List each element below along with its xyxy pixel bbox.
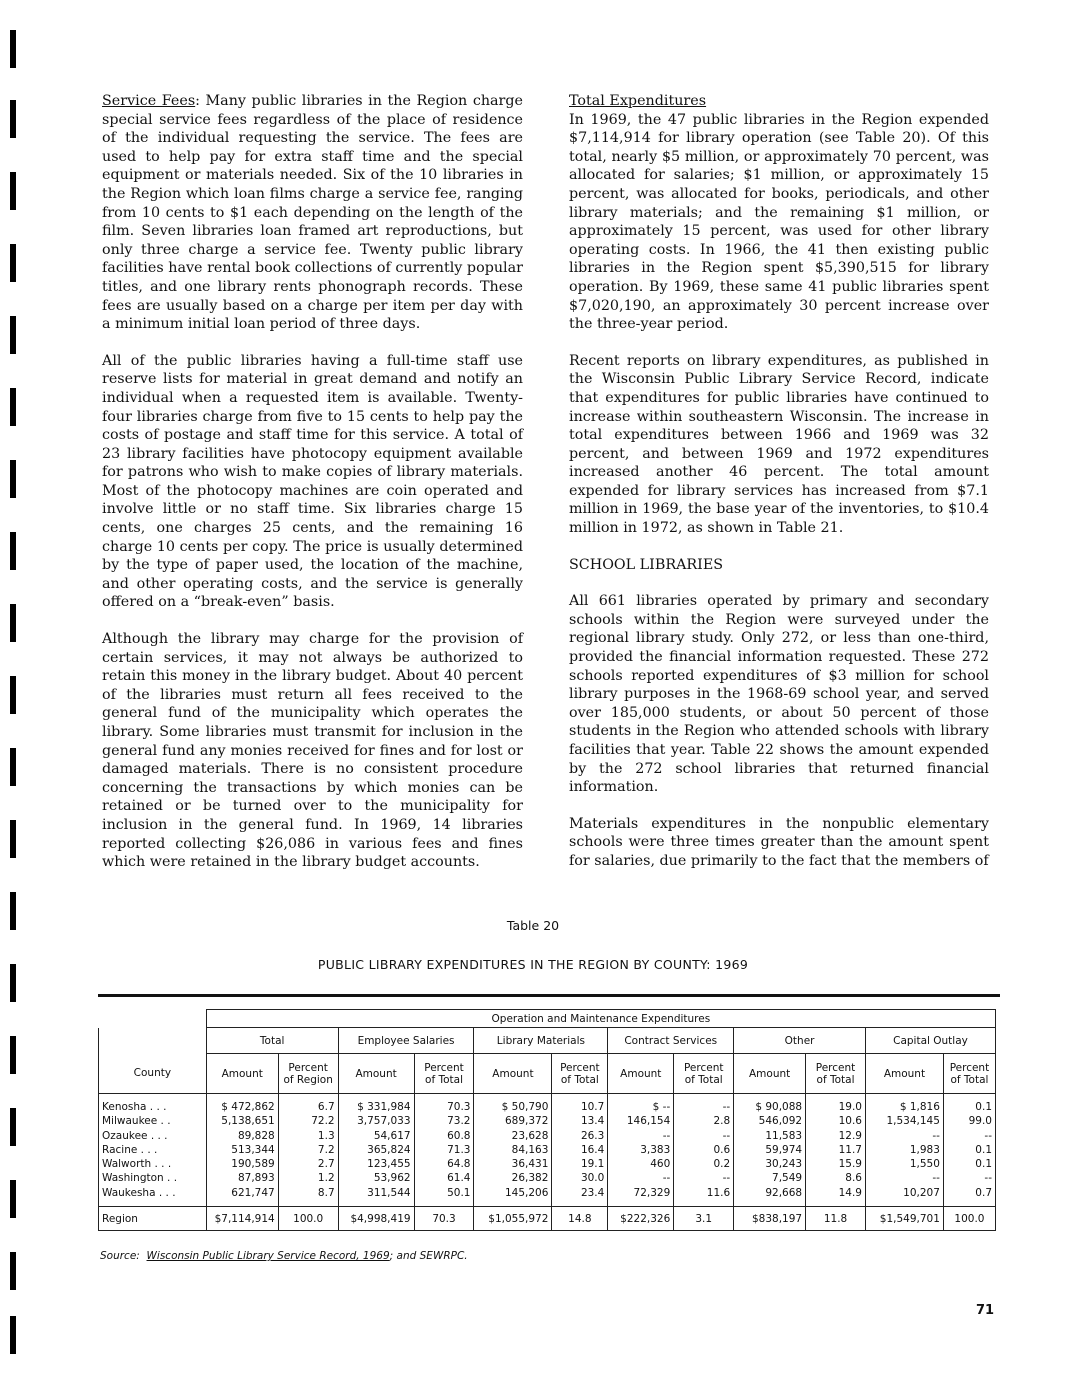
region-cell: $4,998,419 [338, 1207, 414, 1231]
table-cell: 50.1 [447, 1186, 471, 1199]
total-expenditures-paragraph: In 1969, the 47 public libraries in the Region expended $7,114,914 for library operation (see Table 20). Of this total, nearly $5 million, or approximately 70 percent, was allocated for salaries; $1 million, or approximately 15 percent, was allocated for books, periodicals, and other library materials; and the remaining $1 million, or approximately 15 percent, was used for other library operating costs. In 1966, the 41 then existing public libraries in the Region spent $5,390,515 for library operation. By 1969, these same 41 public libraries spent $7,020,190, an approximately 30 percent increase over the three-year period. [569, 111, 989, 333]
table-cell: 146,154 [626, 1115, 671, 1128]
table-cell: 145,206 [504, 1186, 549, 1199]
table-cell: 5,138,651 [221, 1115, 275, 1128]
table-cell: 7.2 [317, 1143, 335, 1156]
binding-mark [10, 460, 16, 498]
county-name: Milwaukee . . [102, 1115, 171, 1128]
county-name: Washington . . [102, 1172, 178, 1185]
table-cell: 23,628 [511, 1129, 549, 1142]
table-cell: 0.6 [713, 1143, 731, 1156]
amount-header: Amount [474, 1054, 552, 1094]
col-group-header: Total [206, 1028, 338, 1054]
table-cell: 0.1 [975, 1158, 992, 1171]
data-column-cell [278, 1094, 338, 1207]
binding-mark [10, 1180, 16, 1218]
county-names-cell [99, 1094, 207, 1207]
table-cell: 190,589 [231, 1158, 275, 1171]
table-cell: 26,382 [511, 1172, 549, 1185]
county-header: County [99, 1054, 207, 1094]
percent-header: Percent of Total [943, 1054, 995, 1094]
school-libraries-paragraph: All 661 libraries operated by primary and secondary schools within the Region were surveyed under the regional library study. Only 272, or less than one-third, provided the financial information requested. These 272 schools reported expenditures of $3 million for school library purposes in the 1968-69 school year, and served over 185,000 students, or about 50 percent of those students in the Region who attended schools with library facilities that year. Table 22 shows the amount expended by the 272 school libraries that returned financial information. [569, 593, 989, 796]
table-cell: 0.2 [713, 1158, 731, 1171]
col-group-header: Employee Salaries [338, 1028, 474, 1054]
county-name: Ozaukee . . . [102, 1129, 168, 1142]
region-cell: $7,114,914 [206, 1207, 278, 1231]
data-column-cell [806, 1094, 866, 1207]
table-cell: 11,583 [765, 1129, 803, 1142]
binding-mark [10, 820, 16, 858]
table-cell: 30.0 [580, 1172, 605, 1185]
region-row [99, 1207, 996, 1231]
col-group-header: Contract Services [608, 1028, 734, 1054]
region-cell: $838,197 [734, 1207, 806, 1231]
table-cell: 10.6 [838, 1115, 862, 1128]
data-column-cell [865, 1094, 943, 1207]
table-cell: -- [984, 1129, 992, 1142]
table-cell: -- [932, 1172, 940, 1185]
binding-mark [10, 676, 16, 714]
amount-header: Amount [338, 1054, 414, 1094]
table-cell: 621,747 [231, 1186, 275, 1199]
table-cell: -- [984, 1172, 992, 1185]
table-cell: 0.7 [975, 1186, 992, 1199]
amount-header: Amount [865, 1054, 943, 1094]
data-column-cell [734, 1094, 806, 1207]
table-cell: 10.7 [580, 1101, 605, 1113]
right-column [569, 92, 989, 889]
table-cell: 7,549 [772, 1172, 803, 1185]
county-name: Walworth . . . [102, 1158, 172, 1171]
table-cell: $ 331,984 [357, 1101, 411, 1113]
table-number: Table 20 [506, 918, 560, 933]
data-column-cell [552, 1094, 608, 1207]
amount-header: Amount [608, 1054, 674, 1094]
county-name: Waukesha . . . [102, 1186, 176, 1199]
table-header-row [99, 1010, 996, 1028]
table-cell: 1.3 [317, 1129, 335, 1142]
percent-header: Percent of Total [552, 1054, 608, 1094]
table-cell: 2.8 [713, 1115, 731, 1128]
table-cell: 72,329 [633, 1186, 671, 1199]
data-column-cell [338, 1094, 414, 1207]
table-cell: 6.7 [317, 1101, 335, 1113]
col-group-header: Library Materials [474, 1028, 608, 1054]
page-number: 71 [976, 1303, 995, 1318]
table-cell: -- [662, 1172, 671, 1185]
percent-header: Percent of Region [278, 1054, 338, 1094]
table-cell: 11.7 [838, 1143, 862, 1156]
table-cell: 3,757,033 [357, 1115, 411, 1128]
reserve-lists-paragraph: All of the public libraries having a full-time staff use reserve lists for material in great demand and notify an individual when a requested item is available. Twenty-four libraries charge from five to 15 cents to help pay the costs of postage and staff time for this service. A total of 23 library facilities have photocopy equipment available for patrons who wish to make copies of library materials. Most of the photocopy machines are coin operated and involve little or no staff time. Six libraries charge 15 cents, one charges 25 cents, and the remaining 16 charge 10 cents per copy. The price is usually determined by the type of paper used, the location of the machine, and other operating costs, and the service is generally offered on a “break-even” basis. [102, 352, 523, 611]
col-group-header: Other [734, 1028, 866, 1054]
table-cell: $ -- [652, 1101, 671, 1113]
table-cell: -- [722, 1101, 731, 1113]
table-cell: 0.1 [975, 1101, 992, 1113]
county-name: Racine . . . [102, 1143, 158, 1156]
table-cell: $ 50,790 [501, 1101, 549, 1113]
binding-mark [10, 1316, 16, 1354]
table-cell: 0.1 [975, 1143, 992, 1156]
table-cell: 15.9 [838, 1158, 862, 1171]
region-cell: 100.0 [943, 1207, 995, 1231]
binding-mark [10, 1036, 16, 1074]
table-cell: -- [722, 1129, 731, 1142]
data-column-cell [674, 1094, 734, 1207]
table-cell: 13.4 [580, 1115, 605, 1128]
corner-cell [99, 1010, 207, 1028]
table-cell: 92,668 [765, 1186, 803, 1199]
total-expenditures-heading: Total Expenditures [569, 93, 707, 109]
school-libraries-heading: SCHOOL LIBRARIES [569, 556, 724, 573]
binding-mark [10, 1108, 16, 1146]
table-cell: 61.4 [447, 1172, 471, 1185]
region-cell: $1,549,701 [865, 1207, 943, 1231]
table-cell: 123,455 [367, 1158, 411, 1171]
source-label: Source: [100, 1250, 140, 1262]
table-title: PUBLIC LIBRARY EXPENDITURES IN THE REGION BY COUNTY: 1969 [317, 957, 749, 972]
table-cell: 71.3 [447, 1143, 471, 1156]
recent-reports-paragraph: Recent reports on library expenditures, as published in the Wisconsin Public Library Service Record, indicate that expenditures for public libraries have continued to increase within southeastern Wisconsin. The increase in total expenditures between 1966 and 1969 was 32 percent, and between 1969 and 1972 expenditures increased another 46 percent. The total amount expended for library services has increased from $7.1 million in 1969, the base year of the inventories, to $10.4 million in 1972, as shown in Table 21. [569, 352, 989, 537]
data-column-cell [414, 1094, 474, 1207]
table-cell: 19.0 [838, 1101, 862, 1113]
table-cell: 14.9 [838, 1186, 862, 1199]
service-fees-lead: Service Fees [102, 93, 196, 109]
table-cell: 53,962 [373, 1172, 411, 1185]
table-cell: 60.8 [447, 1129, 471, 1142]
county-header-spacer [99, 1028, 207, 1054]
binding-mark [10, 100, 16, 138]
data-column-cell [608, 1094, 674, 1207]
table-cell: 1,534,145 [886, 1115, 940, 1128]
table-cell: 30,243 [765, 1158, 803, 1171]
binding-mark [10, 604, 16, 642]
binding-mark [10, 1252, 16, 1290]
table-cell: -- [722, 1172, 731, 1185]
region-cell: 70.3 [414, 1207, 474, 1231]
table-cell: 89,828 [237, 1129, 275, 1142]
table-cell: 36,431 [511, 1158, 549, 1171]
table-cell: 311,544 [367, 1186, 411, 1199]
table-cell: $ 90,088 [755, 1101, 803, 1113]
materials-expenditures-paragraph: Materials expenditures in the nonpublic elementary schools were three times greater than the amount spent for salaries, due primarily to the fact that the members of [569, 815, 989, 869]
table-cell: 16.4 [580, 1143, 605, 1156]
table-body-row [99, 1094, 996, 1207]
table-cell: 87,893 [237, 1172, 275, 1185]
source-rest: ; and SEWRPC. [389, 1250, 468, 1262]
table-cell: 11.6 [706, 1186, 731, 1199]
expenditures-table [98, 1009, 996, 1231]
region-cell: 3.1 [674, 1207, 734, 1231]
fee-retention-paragraph: Although the library may charge for the provision of certain services, it may not always be authorized to retain this money in the library budget. About 40 percent of the libraries must return all fees received to the general fund of the municipality which operates the library. Some libraries must transmit for inclusion in the general fund any monies received for fines and for lost or damaged materials. There is no consistent procedure concerning the transactions by which monies can be retained or be turned over to the municipality for inclusion in the general fund. In 1969, 14 libraries reported collecting $26,086 in various fees and fines which were retained in the library budget accounts. [102, 631, 523, 871]
binding-mark [10, 30, 16, 68]
binding-mark [10, 748, 16, 786]
percent-header: Percent of Total [674, 1054, 734, 1094]
table-cell: 8.6 [845, 1172, 862, 1185]
table-cell: 19.1 [580, 1158, 605, 1171]
table-cell: -- [662, 1129, 671, 1142]
table-cell: 1,550 [909, 1158, 940, 1171]
table-cell: 546,092 [758, 1115, 803, 1128]
table-cell: 460 [650, 1158, 671, 1171]
service-fees-paragraph [102, 92, 523, 334]
region-cell: $222,326 [608, 1207, 674, 1231]
table-cell: 2.7 [317, 1158, 335, 1171]
region-cell: 100.0 [278, 1207, 338, 1231]
amount-header: Amount [734, 1054, 806, 1094]
percent-header: Percent of Total [414, 1054, 474, 1094]
service-fees-text: : Many public libraries in the Region charge special service fees regardless of the place of residence of the individual requesting the service. The fees are used to help pay for extra staff time and the special equipment or materials needed. Six of the 10 libraries in the Region which loan films charge a service fee, ranging from 10 cents to $1 each depending on the length of the film. Seven libraries loan framed art reproductions, but only three charge a service fee. Twenty public library facilities have rental book collections of currently popular titles, and one library rents phonograph records. These fees are usually based on a charge per item per day with a minimum initial loan period of three days. [102, 93, 523, 333]
binding-mark [10, 532, 16, 570]
table-header-row [99, 1028, 996, 1054]
table-cell: 23.4 [580, 1186, 605, 1199]
table-cell: 59,974 [765, 1143, 803, 1156]
binding-mark [10, 244, 16, 282]
table-cell: 513,344 [231, 1143, 275, 1156]
source-link: Wisconsin Public Library Service Record, 1969 [146, 1250, 390, 1262]
table-top-rule [98, 994, 1000, 997]
table-cell: 64.8 [447, 1158, 471, 1171]
table-cell: 84,163 [511, 1143, 549, 1156]
table-source [100, 1250, 468, 1262]
table-cell: 8.7 [317, 1186, 335, 1199]
table-cell: $ 472,862 [221, 1101, 275, 1113]
binding-mark [10, 388, 16, 426]
region-cell: 11.8 [806, 1207, 866, 1231]
table-cell: 1.2 [317, 1172, 335, 1185]
amount-header: Amount [206, 1054, 278, 1094]
left-column [102, 92, 523, 890]
percent-header: Percent of Total [806, 1054, 866, 1094]
table-cell: 73.2 [447, 1115, 471, 1128]
table-cell: 54,617 [373, 1129, 411, 1142]
table-cell: 72.2 [311, 1115, 335, 1128]
table-cell: 10,207 [903, 1186, 940, 1199]
table-cell: -- [932, 1129, 940, 1142]
region-cell: $1,055,972 [474, 1207, 552, 1231]
region-cell: 14.8 [552, 1207, 608, 1231]
table-cell: $ 1,816 [899, 1101, 940, 1113]
col-group-header: Capital Outlay [865, 1028, 995, 1054]
binding-mark [10, 316, 16, 354]
table-cell: 1,983 [909, 1143, 940, 1156]
table-cell: 12.9 [838, 1129, 862, 1142]
data-column-cell [943, 1094, 995, 1207]
table-cell: 26.3 [580, 1129, 605, 1142]
data-column-cell [474, 1094, 552, 1207]
table-cell: 689,372 [504, 1115, 549, 1128]
table-header-row [99, 1054, 996, 1094]
table-cell: 3,383 [640, 1143, 671, 1156]
region-label: Region [99, 1207, 207, 1231]
table-cell: 70.3 [447, 1101, 471, 1113]
county-name: Kenosha . . . [102, 1101, 167, 1113]
binding-mark [10, 172, 16, 210]
data-column-cell [206, 1094, 278, 1207]
table-cell: 365,824 [367, 1143, 411, 1156]
table-cell: 99.0 [968, 1115, 992, 1128]
group-header: Operation and Maintenance Expenditures [206, 1010, 995, 1028]
